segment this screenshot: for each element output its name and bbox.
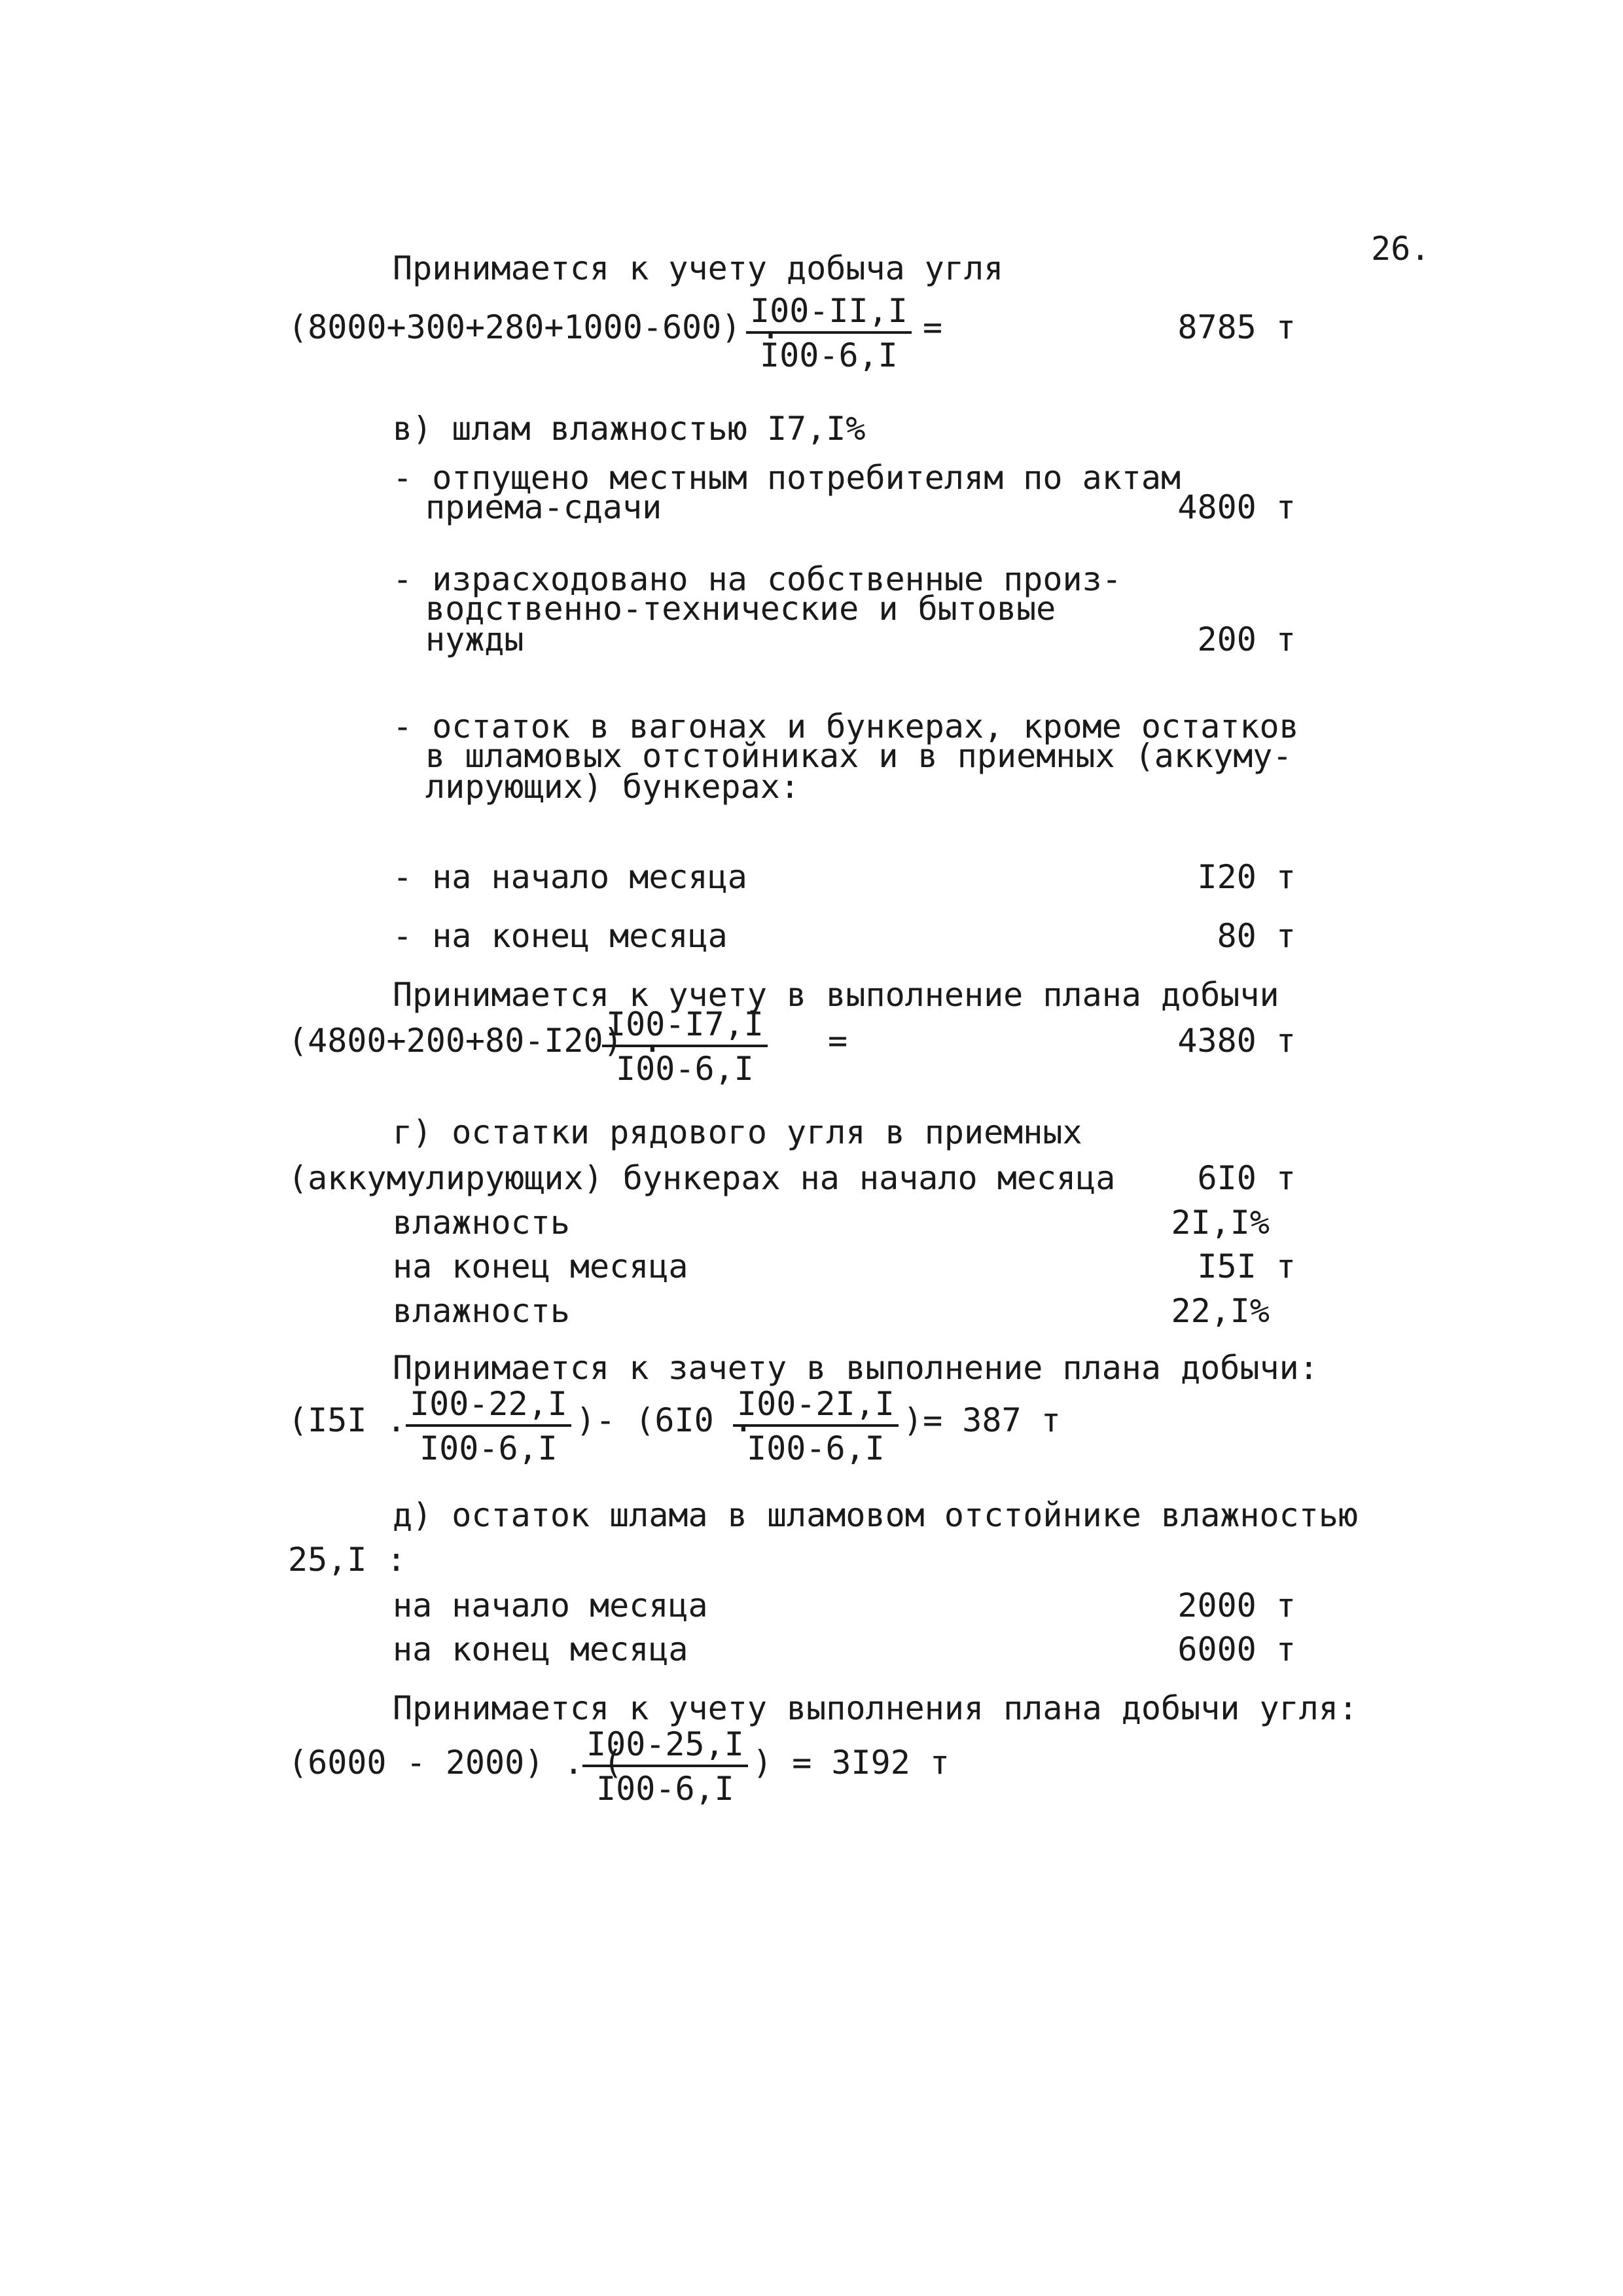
s3-moisture-end-label: влажность bbox=[393, 1292, 570, 1330]
page-number: 26. bbox=[1371, 230, 1431, 268]
s2-item1-line2: приема-сдачи bbox=[425, 488, 662, 526]
s3-line2-value: 6I0 т bbox=[1197, 1159, 1296, 1197]
s2-result: 4380 т bbox=[1177, 1022, 1296, 1060]
s3-header: Принимается к зачету в выполнение плана добычи: bbox=[393, 1349, 1319, 1387]
s4-start-month-label: на начало месяца bbox=[393, 1587, 708, 1624]
s4-end-month-label: на конец месяца bbox=[393, 1630, 688, 1668]
s3-expression-c: )= 387 т bbox=[903, 1401, 1061, 1439]
s4-fraction-denominator: I00-6,I bbox=[596, 1770, 734, 1808]
s4-expression-a: (6000 - 2000) . ( bbox=[288, 1744, 623, 1782]
s2-equals: = bbox=[828, 1022, 848, 1060]
s2-item2-value: 200 т bbox=[1197, 620, 1296, 658]
s2-item2-line3: нужды bbox=[425, 620, 524, 658]
s4-header: Принимается к учету выполнения плана добычи угля: bbox=[393, 1689, 1359, 1727]
s4-expression-b: ) = 3I92 т bbox=[753, 1744, 950, 1782]
s2-fraction-numerator: I00-I7,I bbox=[602, 1008, 768, 1047]
s2-item4-label: - на начало месяца bbox=[393, 858, 747, 896]
s4-title: д) остаток шлама в шламовом отстойнике влажностью bbox=[393, 1496, 1359, 1534]
s3-end-month-label: на конец месяца bbox=[393, 1247, 688, 1285]
s1-fraction bbox=[746, 292, 912, 374]
s2-title: в) шлам влажностью I7,I% bbox=[393, 410, 866, 448]
s3-fraction-a bbox=[406, 1385, 571, 1467]
s4-end-month-value: 6000 т bbox=[1177, 1630, 1296, 1668]
s4-line2: 25,I : bbox=[288, 1541, 406, 1579]
s3-moisture-end-value: 22,I% bbox=[1171, 1292, 1270, 1330]
s3-expression-b: )- (6I0 . bbox=[576, 1401, 753, 1439]
s2-item1-value: 4800 т bbox=[1177, 488, 1296, 526]
s2-item5-label: - на конец месяца bbox=[393, 917, 728, 955]
s3-fraction-b bbox=[733, 1385, 899, 1467]
s3-line2: (аккумулирующих) бункерах на начало месяца bbox=[288, 1159, 1116, 1197]
s3-expression-a: (I5I . bbox=[288, 1401, 406, 1439]
s3-fraction-b-numerator: I00-2I,I bbox=[733, 1388, 899, 1427]
s4-fraction-numerator: I00-25,I bbox=[582, 1728, 748, 1767]
s1-header: Принимается к учету добыча угля bbox=[393, 249, 1004, 287]
s2-item2-line1: - израсходовано на собственные произ- bbox=[393, 560, 1122, 598]
s1-result: 8785 т bbox=[1177, 308, 1296, 346]
s3-end-month-value: I5I т bbox=[1197, 1247, 1296, 1285]
s2-item3-line2: в шламовых отстойниках и в приемных (аккуму- bbox=[425, 737, 1293, 775]
s2-item3-line1: - остаток в вагонах и бункерах, кроме остатков bbox=[393, 708, 1299, 745]
s3-moisture-start-value: 2I,I% bbox=[1171, 1204, 1270, 1242]
s2-item2-line2: водственно-технические и бытовые bbox=[425, 590, 1056, 628]
s3-fraction-a-denominator: I00-6,I bbox=[419, 1429, 558, 1467]
s2-fraction bbox=[602, 1005, 768, 1088]
s2-header: Принимается к учету в выполнение плана добычи bbox=[393, 976, 1279, 1014]
s3-fraction-b-denominator: I00-6,I bbox=[747, 1429, 885, 1467]
s2-fraction-denominator: I00-6,I bbox=[616, 1050, 754, 1088]
s2-item4-value: I20 т bbox=[1197, 858, 1296, 896]
s3-title: г) остатки рядового угля в приемных bbox=[393, 1113, 1082, 1151]
s1-expression: (8000+300+280+1000-600) . bbox=[288, 308, 781, 346]
s4-fraction bbox=[582, 1725, 748, 1808]
s2-item1-line1: - отпущено местным потребителям по актам bbox=[393, 459, 1181, 497]
s1-equals: = bbox=[923, 308, 943, 346]
s3-moisture-start-label: влажность bbox=[393, 1204, 570, 1242]
s4-start-month-value: 2000 т bbox=[1177, 1587, 1296, 1624]
s1-fraction-denominator: I00-6,I bbox=[760, 336, 898, 374]
s2-expression: (4800+200+80-I20) . bbox=[288, 1022, 662, 1060]
s3-fraction-a-numerator: I00-22,I bbox=[406, 1388, 571, 1427]
s2-item3-line3: лирующих) бункерах: bbox=[425, 768, 800, 806]
s2-item5-value: 80 т bbox=[1217, 917, 1296, 955]
s1-fraction-numerator: I00-II,I bbox=[746, 295, 912, 334]
